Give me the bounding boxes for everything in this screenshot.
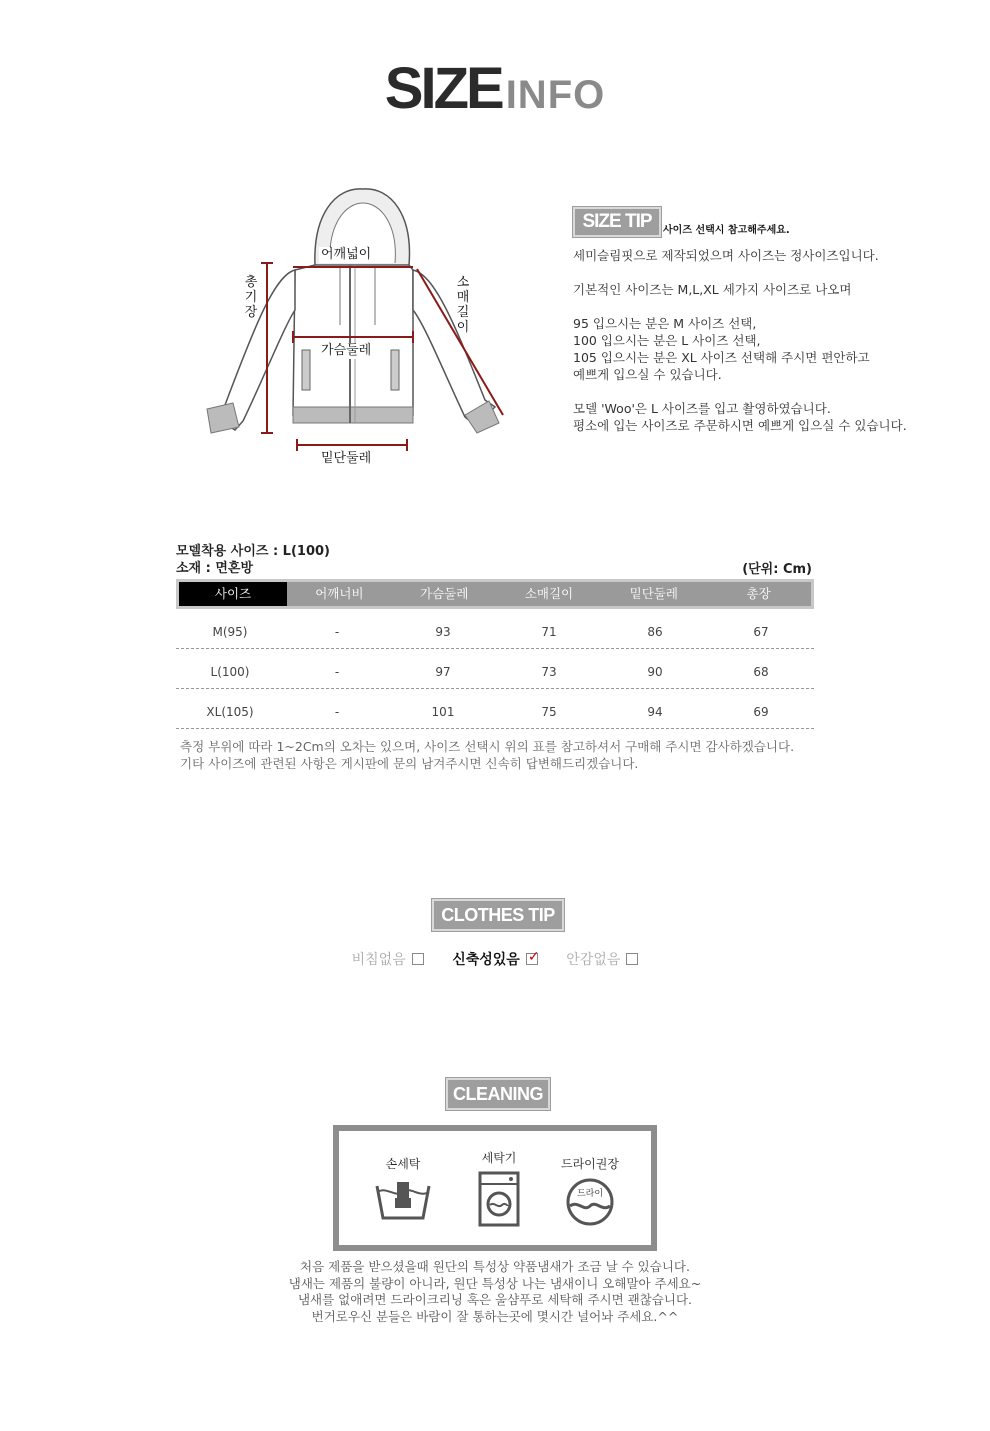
machine-wash-item	[477, 1149, 521, 1231]
title-info: INFO	[505, 73, 606, 117]
jacket-measurement-diagram	[195, 175, 525, 475]
table-header	[176, 579, 814, 609]
table-cell: 69	[753, 705, 769, 719]
length-label: 총기장	[244, 275, 258, 320]
size-tip-paragraph: 모델 'Woo'은 L 사이즈를 입고 촬영하였습니다. 평소에 입는 사이즈로 주문하시면 예쁘게 입으실 수 있습니다.	[573, 401, 907, 433]
header-cell: 총장	[746, 586, 771, 601]
size-tip-paragraph: 기본적인 사이즈는 M,L,XL 세가지 사이즈로 나오며	[573, 282, 852, 297]
hem-label: 밑단둘레	[321, 451, 372, 466]
table-cell: XL(105)	[206, 705, 254, 719]
size-tip-badge: SIZE TIP	[573, 207, 661, 237]
check-item-no-lining	[566, 949, 638, 969]
dry-clean-label: 드라이권장	[561, 1157, 619, 1171]
model-info	[176, 543, 330, 577]
table-cell: -	[334, 625, 340, 639]
table-cell: -	[334, 705, 340, 719]
title-size: SIZE	[384, 56, 502, 121]
hand-wash-icon	[373, 1176, 433, 1224]
table-row	[176, 609, 814, 649]
footer-line: 냄새는 제품의 불량이 아니라, 원단 특성상 나는 냄새이니 오해말아 주세요~	[288, 1275, 702, 1291]
checkmark-icon: ✓	[527, 949, 540, 965]
check-item-no-see-through	[352, 949, 424, 969]
check-label: 안감없음	[566, 952, 621, 968]
checked-checkbox-icon	[526, 949, 540, 965]
clothes-tip-badge: CLOTHES TIP	[432, 899, 564, 931]
check-label: 신축성있음	[452, 952, 520, 968]
note-line: 측정 부위에 따라 1~2Cm의 오차는 있으며, 사이즈 선택시 위의 표를 참고하셔서 구매해 주시면 감사하겠습니다.	[180, 739, 795, 754]
table-notes	[180, 738, 794, 772]
table-row	[176, 649, 814, 689]
unit-label: (단위: Cm)	[742, 562, 812, 577]
header-cell: 어깨너비	[315, 586, 364, 601]
table-cell: 68	[753, 665, 769, 679]
size-tip-note: 사이즈 선택시 참고해주세요.	[663, 225, 790, 236]
table-cell: 73	[541, 665, 557, 679]
dry-icon-text: 드라이	[576, 1189, 604, 1199]
table-cell: 86	[647, 625, 663, 639]
header-cell: 사이즈	[179, 582, 287, 606]
size-table	[176, 579, 814, 729]
sleeve-label: 소매길이	[456, 275, 470, 335]
model-size: 모델착용 사이즈 : L(100)	[176, 544, 330, 559]
hand-wash-item	[373, 1155, 433, 1227]
table-cell: L(100)	[210, 665, 250, 679]
table-cell: 101	[431, 705, 455, 719]
hoodie-illustration	[195, 175, 525, 475]
size-tip-paragraph: 세미슬림핏으로 제작되었으며 사이즈는 정사이즈입니다.	[573, 248, 879, 263]
footer-line: 처음 제품을 받으셨을때 원단의 특성상 약품냄새가 조금 날 수 있습니다.	[300, 1259, 690, 1274]
machine-wash-label: 세탁기	[481, 1151, 517, 1165]
size-tip-paragraph: 95 입으시는 분은 M 사이즈 선택, 100 입으시는 분은 L 사이즈 선택, 105 입으시는 분은 XL 사이즈 선택해 주시면 편안하고 예쁘게 입으실 수 있습니다.	[573, 316, 870, 382]
cleaning-badge: CLEANING	[446, 1078, 550, 1110]
check-label: 비침없음	[351, 952, 406, 968]
chest-label: 가슴둘레	[321, 343, 372, 358]
checkbox-icon	[626, 953, 638, 965]
cleaning-box	[333, 1125, 657, 1251]
washing-machine-icon	[477, 1170, 521, 1228]
table-cell: M(95)	[212, 625, 248, 639]
note-line: 기타 사이즈에 관련된 사항은 게시판에 문의 남겨주시면 신속히 답변해드리겠습니다.	[180, 756, 639, 771]
footer-line: 번거로우신 분들은 바람이 잘 통하는곳에 몇시간 널어놔 주세요.^^	[311, 1308, 679, 1324]
cleaning-footer	[0, 1259, 990, 1325]
hand-wash-label: 손세탁	[385, 1157, 421, 1171]
dry-clean-item	[561, 1155, 619, 1231]
size-tip-text	[573, 247, 953, 451]
table-row	[176, 689, 814, 729]
clothes-tip-checklist	[0, 949, 990, 969]
table-cell: 93	[435, 625, 451, 639]
header-cell: 밑단둘레	[629, 586, 678, 601]
table-cell: -	[334, 665, 340, 679]
table-cell: 71	[541, 625, 557, 639]
check-item-stretch	[452, 949, 538, 969]
header-cell: 소매길이	[524, 586, 574, 601]
table-cell: 67	[753, 625, 769, 639]
dry-clean-icon	[564, 1176, 616, 1228]
size-info-title	[0, 55, 990, 122]
shoulder-label: 어깨넓이	[321, 247, 372, 262]
header-cell: 가슴둘레	[420, 586, 469, 601]
checkbox-icon	[412, 953, 424, 965]
table-cell: 97	[435, 665, 451, 679]
table-cell: 90	[647, 665, 663, 679]
table-cell: 94	[647, 705, 663, 719]
footer-line: 냄새를 없애려면 드라이크리닝 혹은 울샴푸로 세탁해 주시면 괜찮습니다.	[297, 1292, 693, 1307]
table-cell: 75	[541, 705, 557, 719]
material: 소재 : 면혼방	[176, 561, 254, 576]
